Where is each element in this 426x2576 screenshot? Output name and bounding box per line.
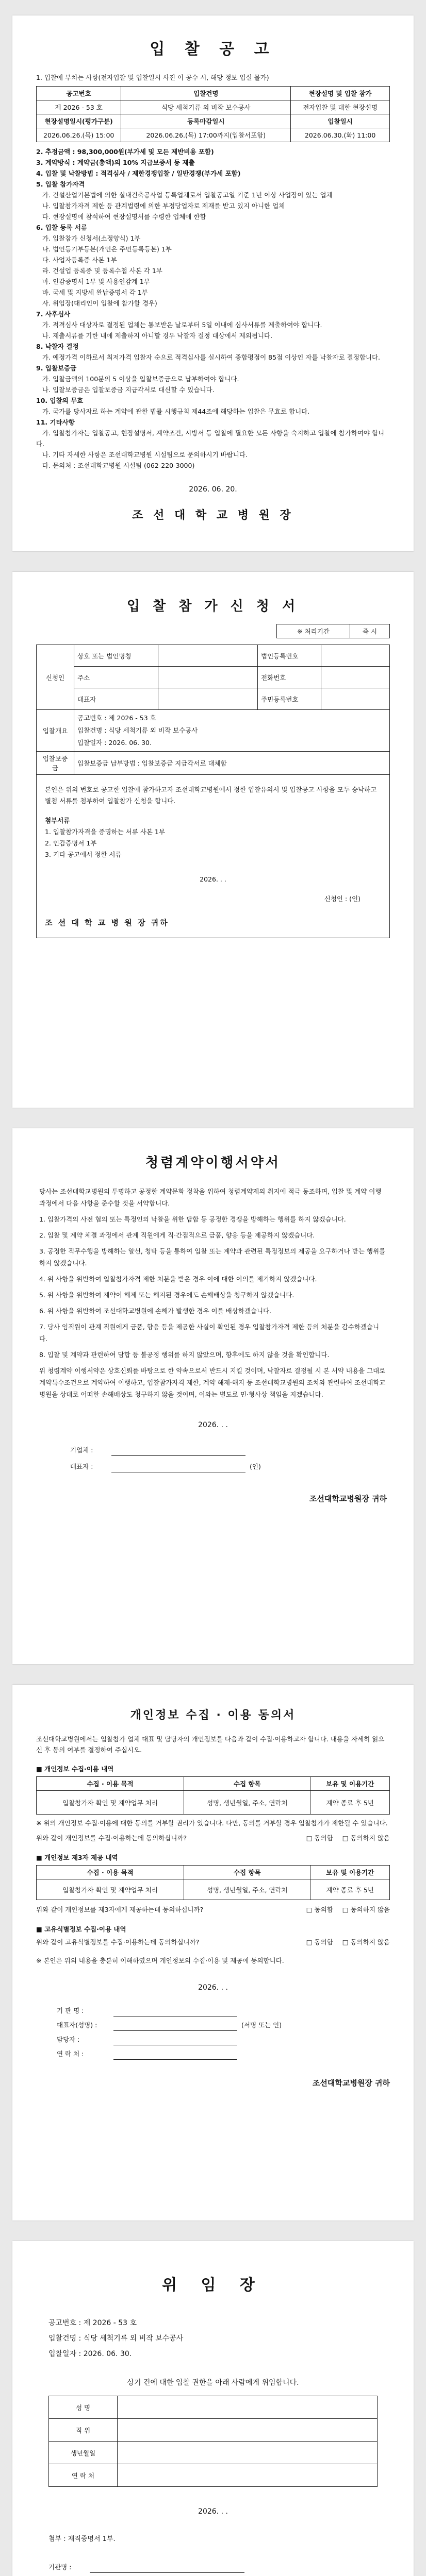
notice-body xyxy=(36,146,390,471)
application-title: 입 찰 참 가 신 청 서 xyxy=(126,599,300,614)
consent-section-3: ■ 고유식별정보 수집·이용 내역 xyxy=(36,1925,126,1933)
consent-section-1: ■ 개인정보 수집·이용 내역 xyxy=(36,1765,114,1773)
proxy-title: 위 임 장 xyxy=(162,2276,264,2294)
table-header: 보유 및 이용기간 xyxy=(310,1777,390,1791)
consent-table xyxy=(36,1776,390,1815)
table-cell: 성명, 생년월일, 주소, 연락처 xyxy=(184,1791,310,1815)
notice-line: 다. 문의처 : 조선대학교병원 시설팀 (062-220-3000) xyxy=(36,462,195,469)
agree-checkbox[interactable]: □ 동의함 xyxy=(306,1938,333,1946)
proxy-row-value[interactable] xyxy=(118,2442,378,2464)
consent-section-2: ■ 개인정보 제3자 제공 내역 xyxy=(36,1854,118,1861)
table-header: 입찰일시 xyxy=(291,114,390,128)
field-value[interactable] xyxy=(321,667,390,688)
field-label: 주소 xyxy=(74,667,158,688)
notice-line: 마. 인감증명서 1부 및 사용인감계 1부 xyxy=(36,278,150,285)
receipt-value: 즉 시 xyxy=(350,624,389,638)
field-label: 상호 또는 법인명칭 xyxy=(74,645,158,667)
proxy-table xyxy=(48,2396,378,2487)
pledge-paragraph: 2. 입찰 및 계약 체결 과정에서 관계 직원에게 직·간접적으로 금품, 향응 등을 제공하지 않겠습니다. xyxy=(39,1231,315,1239)
pledge-paragraph: 위 청렴계약 이행서약은 상호신뢰를 바탕으로 한 약속으로서 반드시 지킬 것이며, 낙찰자로 결정될 시 본 서약 내용을 그대로 계약특수조건으로 계약하여 이행하고, 입찰참가자격 제한, 계약 해제·해지 등 조선대학교병원의 조치와 관련하여 조선대학교병원을 상대로 어떠한 손해배상도 청구하지 않을 것이며, 이와는 별도로 민·형사상 책임을 지겠습니다. xyxy=(39,1367,386,1398)
table-cell: 2026.06.26.(목) 15:00 xyxy=(37,128,121,142)
agree-checkbox[interactable]: □ 동의함 xyxy=(306,1906,333,1913)
notice-date: 2026. 06. 20. xyxy=(189,485,237,494)
pledge-paragraph: 6. 위 사항을 위반하여 조선대학교병원에 손해가 발생한 경우 이를 배상하겠습니다. xyxy=(39,1307,272,1315)
pledge-field-value[interactable] xyxy=(111,1461,245,1472)
notice-line: 10. 입찰의 무효 xyxy=(36,397,84,404)
table-header: 현장설명일시(평가구분) xyxy=(37,114,121,128)
pledge-date: 2026. . . xyxy=(198,1421,228,1429)
consent-page xyxy=(12,1685,414,2221)
notice-line: 3. 계약방식 : 계약금(총액)의 10% 지급보증서 등 제출 xyxy=(36,159,195,166)
consent-field-value[interactable] xyxy=(113,2005,237,2016)
consent-field-label: 대표자(성명) : xyxy=(57,2021,97,2029)
consent-field xyxy=(57,2048,390,2060)
statement-box xyxy=(37,775,390,938)
receipt-label: ※ 처리기간 xyxy=(277,624,350,638)
notice-line: 나. 제출서류를 기한 내에 제출하지 아니할 경우 낙찰자 결정 대상에서 제외됩니다. xyxy=(36,332,273,340)
proxy-line: 공고번호 : 제 2026 - 53 호 xyxy=(48,2319,137,2327)
consent-date: 2026. . . xyxy=(198,1984,228,1992)
consent-note: ※ 위의 개인정보 수집·이용에 대한 동의를 거부할 권리가 있습니다. 다만, 동의를 거부할 경우 입찰참가가 제한될 수 있습니다. xyxy=(36,1819,388,1827)
table-header: 수집 · 이용 목적 xyxy=(37,1777,184,1791)
table-cell: 성명, 생년월일, 주소, 연락처 xyxy=(184,1879,310,1900)
pledge-paragraph: 당사는 조선대학교병원의 투명하고 공정한 계약문화 정착을 위하여 청렴계약제의 취지에 적극 동조하며, 입찰 및 계약 이행과정에서 다음 사항을 준수할 것을 서약합니다. xyxy=(39,1188,382,1207)
proxy-signers xyxy=(48,2562,378,2576)
consent-org: 조선대학교병원장 귀하 xyxy=(312,2078,390,2088)
notice-line: 다. 사업자등록증 사본 1부 xyxy=(36,256,117,264)
pledge-field xyxy=(70,1445,387,1456)
proxy-field xyxy=(48,2562,378,2573)
notice-line: 7. 사후심사 xyxy=(36,310,71,318)
application-date: 2026. . . xyxy=(200,875,226,883)
notice-line: 가. 국가를 당사자로 하는 계약에 관한 법률 시행규칙 제44조에 해당하는 입찰은 무효로 합니다. xyxy=(36,408,310,415)
table-cell: 계약 종료 후 5년 xyxy=(310,1791,390,1815)
notice-line: 가. 입찰참가 신청서(소정양식) 1부 xyxy=(36,234,141,242)
notice-line: 나. 입찰참가자격 제한 등 관계법령에 의한 부정당업자로 제재를 받고 있지 아니한 업체 xyxy=(36,202,285,210)
pledge-signers xyxy=(39,1445,387,1472)
notice-line: 6. 입찰 등록 서류 xyxy=(36,224,87,231)
proxy-info xyxy=(48,2315,378,2362)
consent-seal: (서명 또는 인) xyxy=(241,2021,282,2029)
table-cell: 식당 세척기류 외 비작 보수공사 xyxy=(121,100,291,114)
notice-line: 가. 적격심사 대상자로 결정된 업체는 통보받은 날로부터 5일 이내에 심사서류를 제출하여야 합니다. xyxy=(36,321,322,329)
table-header: 보유 및 이용기간 xyxy=(310,1866,390,1879)
notice-line: 나. 법인등기부등본(개인은 주민등록등본) 1부 xyxy=(36,245,172,253)
deposit-label: 입찰보증금 xyxy=(37,752,74,775)
table-cell: 입찰참가자 확인 및 계약업무 처리 xyxy=(37,1791,184,1815)
proxy-line: 입찰건명 : 식당 세척기류 외 비작 보수공사 xyxy=(48,2334,184,2343)
table-header: 수집 · 이용 목적 xyxy=(37,1866,184,1879)
notice-line: 가. 건설산업기본법에 의한 실내건축공사업 등록업체로서 입찰공고일 기준 1년 이상 사업장이 있는 업체 xyxy=(36,191,333,199)
consent-question xyxy=(36,1937,390,1948)
table-header: 현장설명 및 입찰 참가 xyxy=(291,87,390,100)
question-text: 위와 같이 개인정보를 수집·이용하는데 동의하십니까? xyxy=(36,1834,187,1842)
pledge-field xyxy=(70,1461,387,1472)
pledge-org: 조선대학교병원장 귀하 xyxy=(309,1494,387,1503)
table-header: 등록마감일시 xyxy=(121,114,291,128)
proxy-field-label: 기관명 : xyxy=(48,2563,72,2571)
disagree-checkbox[interactable]: □ 동의하지 않음 xyxy=(342,1834,390,1842)
proxy-page xyxy=(12,2241,414,2576)
project-item: 공고번호 : 제 2026 - 53 호 xyxy=(77,714,156,722)
consent-field-label: 담당자 : xyxy=(57,2036,80,2043)
proxy-row-label: 성 명 xyxy=(49,2396,118,2419)
notice-line: 나. 기타 자세한 사항은 조선대학교병원 시설팀으로 문의하시기 바랍니다. xyxy=(36,451,248,459)
field-value[interactable] xyxy=(321,688,390,710)
application-org: 조 선 대 학 교 병 원 장 귀하 xyxy=(45,918,169,927)
notice-line: 가. 입찰금액의 100분의 5 이상을 입찰보증금으로 납부하여야 합니다. xyxy=(36,375,239,383)
applicant-group: 신청인 xyxy=(37,645,74,710)
pledge-paragraph: 8. 입찰 및 계약과 관련하여 담합 등 불공정 행위를 하지 않았으며, 향후에도 하지 않을 것을 확인합니다. xyxy=(39,1351,330,1359)
table-cell: 2026.06.30.(화) 11:00 xyxy=(291,128,390,142)
table-header: 공고번호 xyxy=(37,87,121,100)
pledge-paragraph: 7. 당사 임직원이 관계 직원에게 금품, 향응 등을 제공한 사실이 확인된 경우 입찰참가자격 제한 등의 처분을 감수하겠습니다. xyxy=(39,1323,380,1343)
table-header: 수집 항목 xyxy=(184,1777,310,1791)
field-value[interactable] xyxy=(158,688,258,710)
table-cell: 제 2026 - 53 호 xyxy=(37,100,121,114)
project-label: 입찰개요 xyxy=(37,710,74,752)
attach-item: 1. 입찰참가자격을 증명하는 서류 사본 1부 xyxy=(45,828,165,836)
proxy-row-label: 직 위 xyxy=(49,2419,118,2442)
consent-question xyxy=(36,1904,390,1916)
proxy-row-value[interactable] xyxy=(118,2419,378,2442)
consent-table-2 xyxy=(36,1865,390,1900)
application-signer: 신청인 : (인) xyxy=(324,895,361,903)
consent-signers xyxy=(36,2005,390,2060)
field-label: 전화번호 xyxy=(258,667,321,688)
proxy-attach: 첨부 : 재직증명서 1부. xyxy=(48,2535,116,2543)
consent-question xyxy=(36,1833,390,1844)
notice-page xyxy=(12,15,414,551)
consent-field-value[interactable] xyxy=(113,2048,237,2060)
pledge-seal: (인) xyxy=(250,1463,261,1470)
proxy-date: 2026. . . xyxy=(198,2507,228,2516)
consent-note-2: ※ 본인은 위의 내용을 충분히 이해하였으며 개인정보의 수집·이용 및 제공에 동의합니다. xyxy=(36,1957,284,1964)
receipt-table xyxy=(276,624,390,638)
table-cell: 입찰참가자 확인 및 계약업무 처리 xyxy=(37,1879,184,1900)
pledge-paragraph: 1. 입찰가격의 사전 협의 또는 특정인의 낙찰을 위한 담합 등 공정한 경쟁을 방해하는 행위를 하지 않겠습니다. xyxy=(39,1215,346,1223)
consent-title: 개인정보 수집 · 이용 동의서 xyxy=(130,1709,296,1722)
pledge-field-label: 대표자 : xyxy=(70,1463,93,1470)
consent-field-value[interactable] xyxy=(113,2020,237,2031)
disagree-checkbox[interactable]: □ 동의하지 않음 xyxy=(342,1906,390,1913)
question-text: 위와 같이 고유식별정보를 수집·이용하는데 동의하십니까? xyxy=(36,1938,200,1946)
consent-field-label: 연 락 처 : xyxy=(57,2050,84,2058)
notice-line: 다. 현장설명에 참석하여 현장설명서를 수령한 업체에 한함 xyxy=(36,213,206,221)
question-text: 위와 같이 개인정보를 제3자에게 제공하는데 동의하십니까? xyxy=(36,1906,204,1913)
notice-line: 바. 국세 및 지방세 완납증명서 각 1부 xyxy=(36,289,148,296)
proxy-row-label: 연 락 처 xyxy=(49,2464,118,2487)
table-cell: 전자입찰 및 대한 현장설명 xyxy=(291,100,390,114)
proxy-row-value[interactable] xyxy=(118,2396,378,2419)
table-header: 입찰건명 xyxy=(121,87,291,100)
notice-table xyxy=(36,86,390,142)
notice-line: 5. 입찰 참가자격 xyxy=(36,180,85,188)
pledge-paragraph: 3. 공정한 직무수행을 방해하는 알선, 청탁 등을 통하여 입찰 또는 계약과 관련된 특정정보의 제공을 요구하거나 받는 행위를 하지 않겠습니다. xyxy=(39,1247,386,1267)
field-label: 대표자 xyxy=(74,688,158,710)
notice-line: 4. 입찰 및 낙찰방법 : 적격심사 / 제한경쟁입찰 / 일반경쟁(부가세 포함) xyxy=(36,170,241,177)
proxy-statement: 상기 건에 대한 입찰 권한을 아래 사람에게 위임합니다. xyxy=(127,2379,299,2387)
consent-field xyxy=(57,2034,390,2045)
field-value[interactable] xyxy=(321,645,390,667)
notice-title: 입 찰 공 고 xyxy=(150,40,276,58)
project-box xyxy=(74,710,390,752)
proxy-row-value[interactable] xyxy=(118,2464,378,2487)
project-item: 입찰일자 : 2026. 06. 30. xyxy=(77,739,152,747)
pledge-field-label: 기업체 : xyxy=(70,1446,93,1454)
attach-item: 2. 인감증명서 1부 xyxy=(45,839,97,847)
attach-label: 첨부서류 xyxy=(45,817,70,824)
table-cell: 2026.06.26.(목) 17:00까지(입찰서포함) xyxy=(121,128,291,142)
consent-field-value[interactable] xyxy=(113,2034,237,2045)
pledge-page xyxy=(12,1128,414,1664)
notice-signature: 조 선 대 학 교 병 원 장 xyxy=(132,509,294,522)
notice-line: 가. 입찰참가자는 입찰공고, 현장설명서, 계약조건, 시방서 등 입찰에 필요한 모든 사항을 숙지하고 입찰에 참가하여야 합니다. xyxy=(36,429,385,448)
table-header: 수집 항목 xyxy=(184,1866,310,1879)
application-page xyxy=(12,572,414,1108)
consent-field xyxy=(57,2005,390,2016)
notice-line: 8. 낙찰자 결정 xyxy=(36,343,79,350)
field-value[interactable] xyxy=(158,645,258,667)
attach-item: 3. 기타 공고에서 정한 서류 xyxy=(45,851,122,858)
field-value[interactable] xyxy=(158,667,258,688)
application-statement: 본인은 위의 번호로 공고한 입찰에 참가하고자 조선대학교병원에서 정한 입찰유의서 및 입찰공고 사항을 모두 승낙하고 별첨 서류를 첨부하여 입찰참가 신청을 합니다. xyxy=(45,786,377,805)
notice-line: 가. 예정가격 이하로서 최저가격 입찰자 순으로 적격심사를 실시하여 종합평점이 85점 이상인 자를 낙찰자로 결정합니다. xyxy=(36,353,381,361)
pledge-paragraph: 5. 위 사항을 위반하여 계약이 해제 또는 해지된 경우에도 손해배상을 청구하지 않겠습니다. xyxy=(39,1291,294,1299)
field-label: 주민등록번호 xyxy=(258,688,321,710)
deposit-text: 입찰보증금 납부방법 : 입찰보증금 지급각서로 대체함 xyxy=(74,752,390,775)
notice-line: 사. 위임장(대리인이 입찰에 참가할 경우) xyxy=(36,299,157,307)
field-label: 법인등록번호 xyxy=(258,645,321,667)
notice-intro: 1. 입찰에 부치는 사항(전자입찰 및 입찰일시 사진 이 공수 시, 해당 정보 입실 물가) xyxy=(36,74,269,81)
pledge-field-value[interactable] xyxy=(111,1445,245,1456)
proxy-row-label: 생년월일 xyxy=(49,2442,118,2464)
agree-checkbox[interactable]: □ 동의함 xyxy=(306,1834,333,1842)
consent-field xyxy=(57,2020,390,2031)
proxy-line: 입찰일자 : 2026. 06. 30. xyxy=(48,2350,132,2358)
notice-line: 11. 기타사항 xyxy=(36,418,75,426)
notice-line: 라. 건설업 등록증 및 등록수첩 사본 각 1부 xyxy=(36,267,162,275)
proxy-field-value[interactable] xyxy=(90,2562,244,2573)
consent-field-label: 기 관 명 : xyxy=(57,2007,84,2014)
notice-line: 2. 추정금액 : 98,300,000원(부가세 및 모든 제반비용 포함) xyxy=(36,148,214,156)
notice-line: 9. 입찰보증금 xyxy=(36,364,77,372)
consent-intro: 조선대학교병원에서는 입찰참가 업체 대표 및 담당자의 개인정보를 다음과 같이 수집·이용하고자 합니다. 내용을 자세히 읽으신 후 동의 여부를 결정하여 주십시오. xyxy=(36,1735,385,1754)
application-form xyxy=(36,645,390,938)
notice-line: 나. 입찰보증금은 입찰보증금 지급각서로 대신할 수 있습니다. xyxy=(36,386,215,394)
project-item: 입찰건명 : 식당 세척기류 외 비작 보수공사 xyxy=(77,726,198,734)
pledge-title: 청렴계약이행서약서 xyxy=(145,1155,281,1171)
table-cell: 계약 종료 후 5년 xyxy=(310,1879,390,1900)
pledge-body xyxy=(39,1185,387,1400)
pledge-paragraph: 4. 위 사항을 위반하여 입찰참가자격 제한 처분을 받은 경우 이에 대한 이의를 제기하지 않겠습니다. xyxy=(39,1275,317,1283)
disagree-checkbox[interactable]: □ 동의하지 않음 xyxy=(342,1938,390,1946)
